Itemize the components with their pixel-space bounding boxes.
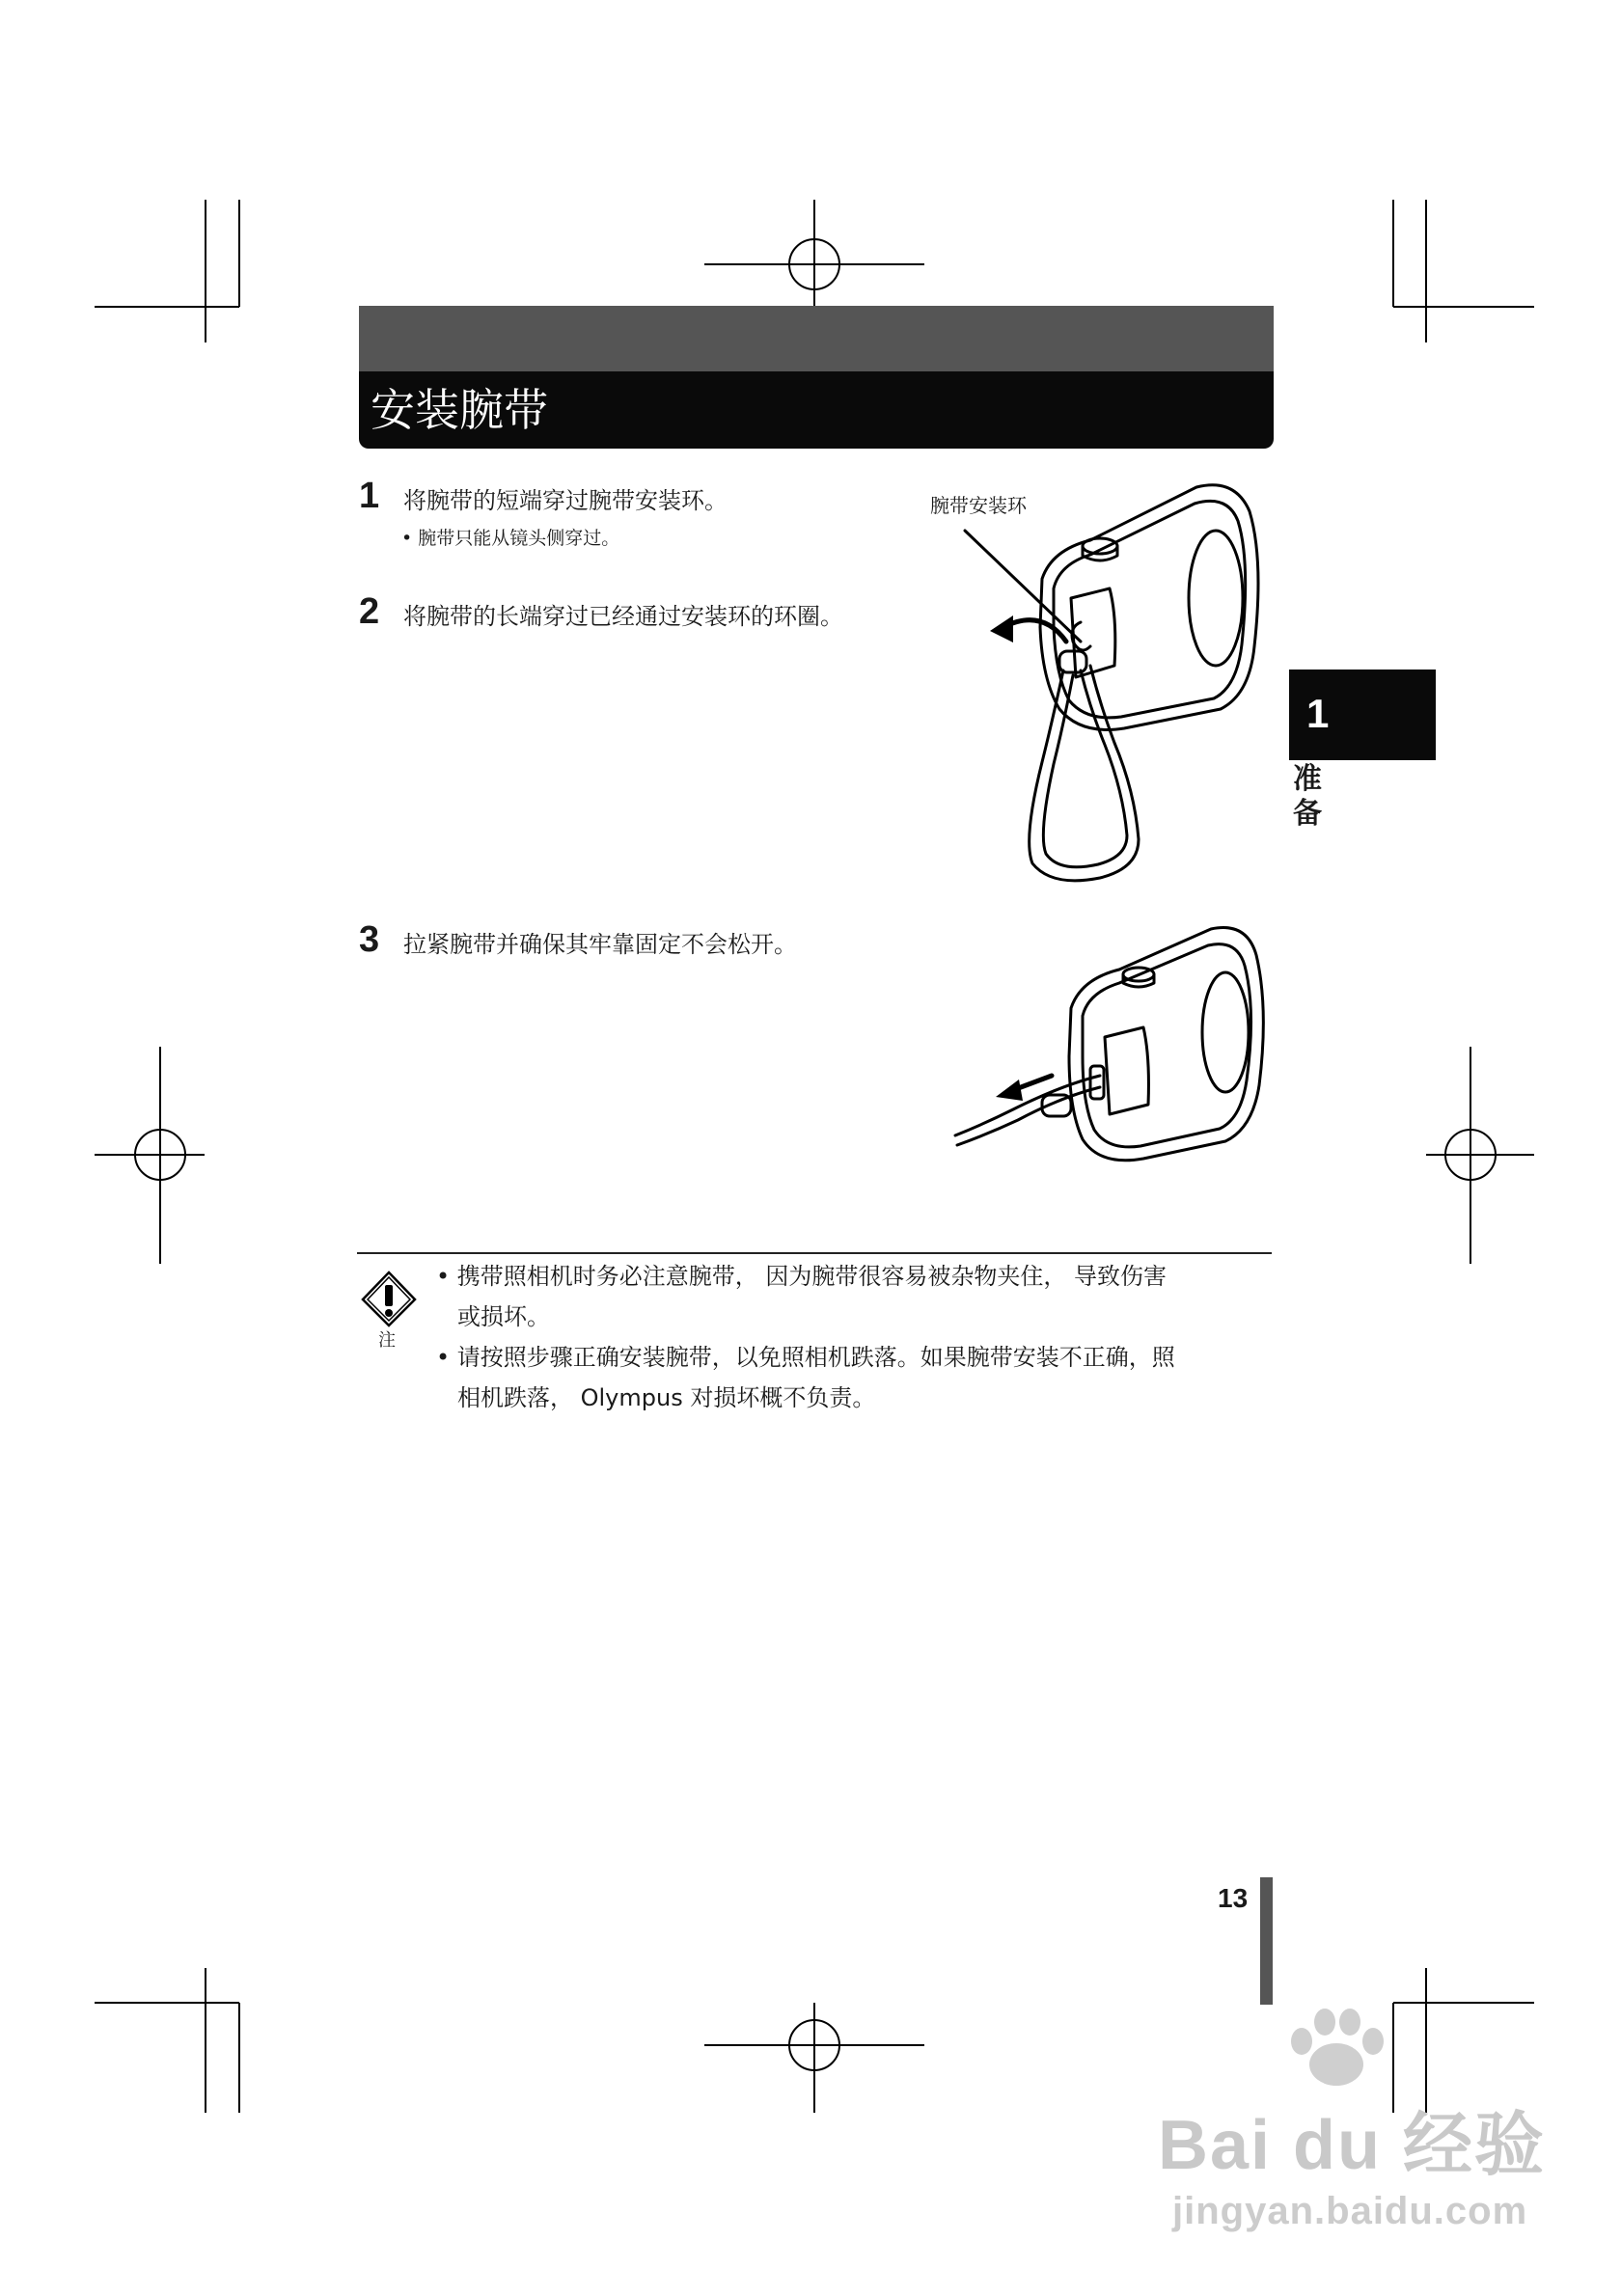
chapter-name [1293, 762, 1332, 832]
paw-logo-icon [1278, 2007, 1394, 2093]
step-2-text: 将腕带的长端穿过已经通过安装环的环圈。 [403, 603, 843, 630]
page-number: 13 [1218, 1883, 1249, 1913]
page-number-bar [1260, 1877, 1273, 2005]
chapter-name-char-1: 准 [1293, 762, 1322, 796]
chapter-tab [1289, 670, 1436, 760]
step-2-number: 2 [359, 591, 380, 632]
note-line-4: 相机跌落， Olympus 对损坏概不负责。 [457, 1384, 876, 1411]
step-3-number: 3 [359, 919, 380, 960]
step-1-text: 将腕带的短端穿过腕带安装环。 [403, 487, 728, 514]
step-1-subnote: • 腕带只能从镜头侧穿过。 [401, 528, 620, 549]
watermark-url: jingyan.baidu.com [1172, 2190, 1528, 2232]
strap-tightened-illustration [946, 921, 1274, 1182]
note-label: 注 [378, 1330, 396, 1351]
chapter-name-char-2: 备 [1293, 797, 1322, 831]
step-3-text: 拉紧腕带并确保其牢靠固定不会松开。 [403, 931, 797, 958]
caution-icon [359, 1270, 419, 1329]
note-divider [357, 1252, 1272, 1254]
section-header [359, 306, 1274, 449]
strap-attach-illustration [946, 473, 1274, 897]
note-line-2: 或损坏。 [457, 1303, 550, 1330]
section-title: 安装腕带 [371, 384, 548, 436]
watermark-logo: Bai du 经验 [1158, 2107, 1547, 2184]
note-line-1: • 携带照相机时务必注意腕带， 因为腕带很容易被杂物夹住， 导致伤害 [436, 1263, 1168, 1290]
strap-eyelet-callout: 腕带安装环 [930, 494, 1027, 517]
step-1-number: 1 [359, 476, 380, 516]
note-line-3: • 请按照步骤正确安装腕带，以免照相机跌落。如果腕带安装不正确，照 [436, 1344, 1175, 1371]
chapter-number: 1 [1306, 691, 1330, 736]
header-band-top [359, 306, 1274, 371]
